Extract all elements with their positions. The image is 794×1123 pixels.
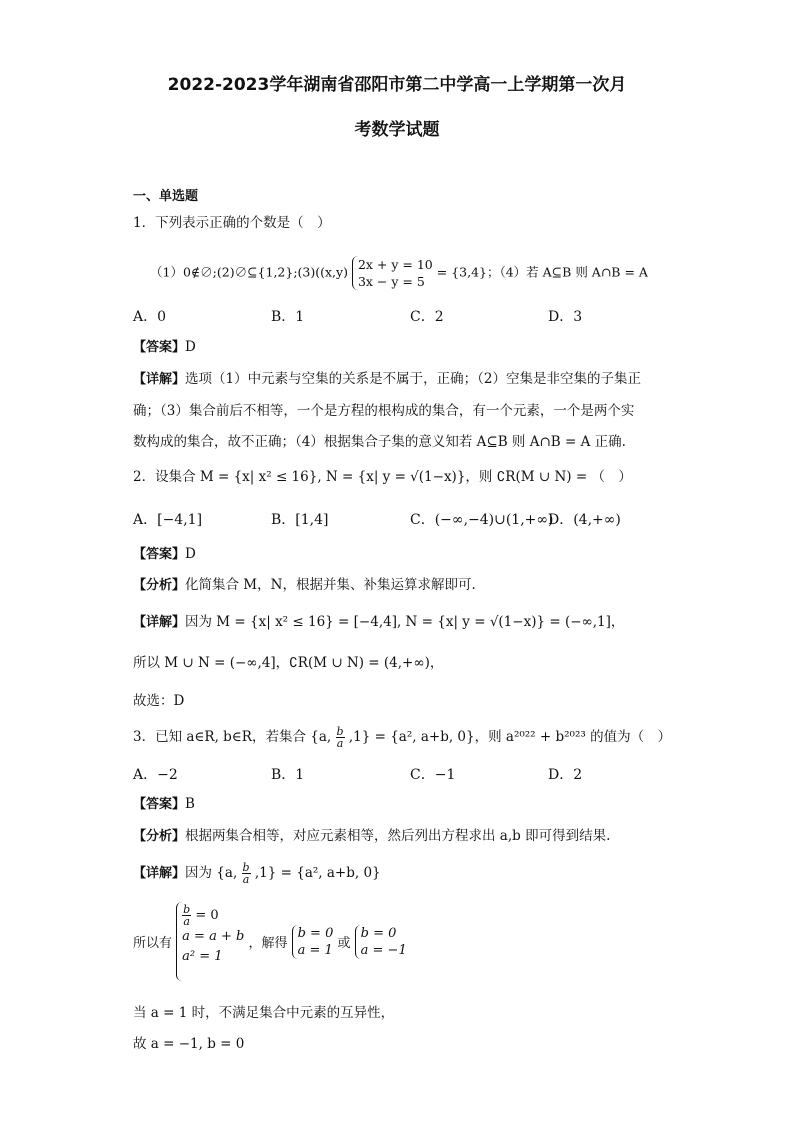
q3-or-word: 或 (337, 936, 351, 951)
q3-system2-eq1: b = 0 (297, 925, 334, 941)
q2-stem: 2．设集合 M = {x| x² ≤ 16}, N = {x| y = √(1−x)}，则 ∁R(M ∪ N) = （ ） (133, 469, 632, 485)
answer-label: 【答案】 (133, 797, 186, 812)
q3-analysis (133, 827, 610, 846)
q1-option-b: B．1 (271, 309, 305, 325)
q2-option-c: C．(−∞,−4)∪(1,+∞) (410, 512, 554, 528)
q2-option-a: A．[−4,1] (133, 512, 203, 528)
detail-label: 【详解】 (133, 866, 186, 881)
q1-detail-line2: 确；（3）集合前后不相等，一个是方程的根构成的集合，有一个元素，一个是两个实 (133, 403, 635, 419)
q2-choice: 故选：D (133, 693, 185, 709)
q1-detail-line3: 数构成的集合，故不正确；（4）根据集合子集的意义知若 A⊆B 则 A∩B = A 正确. (133, 434, 626, 450)
q3-stem-part1: 3．已知 a∈R, b∈R，若集合 {a, (133, 729, 332, 745)
q1-option-c: C．2 (410, 309, 444, 325)
q3-option-b: B．1 (271, 767, 305, 783)
q2-option-d: D．(4,+∞) (548, 512, 621, 528)
q1-statements-part2: = {3,4}；（4）若 A⊆B 则 A∩B = A (436, 264, 648, 280)
q3-detail-fraction (242, 862, 251, 885)
q3-solve-word: ，解得 (248, 936, 288, 951)
q3-detail-part1: 因为 {a, (185, 865, 238, 881)
fraction-numerator: b (183, 903, 191, 916)
q3-system1 (176, 902, 244, 981)
fraction-numerator: b (242, 861, 250, 874)
detail-label: 【详解】 (133, 615, 186, 630)
q3-system1-eq1 (182, 904, 244, 927)
answer-label: 【答案】 (133, 340, 186, 355)
q3-system3-eq1: b = 0 (360, 925, 397, 941)
q2-analysis (133, 576, 476, 595)
q3-system3-eq2: a = −1 (360, 942, 407, 958)
q1-detail-line1 (133, 370, 641, 389)
q3-system2-eq2: a = 1 (297, 942, 333, 958)
analysis-label: 【分析】 (133, 578, 186, 593)
q3-system1-eq3: a² = 1 (182, 949, 223, 964)
q2-detail (133, 613, 624, 632)
q3-conclusion: 故 a = −1, b = 0 (133, 1036, 245, 1052)
q3-stem-part2: ,1} = {a², a+b, 0}，则 a²⁰²² + b²⁰²³ 的值为（ ） (348, 729, 672, 745)
q3-answer-value: B (185, 796, 195, 812)
q3-detail (133, 862, 381, 885)
q2-option-b: B．[1,4] (271, 512, 329, 528)
q2-detail-line2: 所以 M ∪ N = (−∞,4]，∁R(M ∪ N) = (4,+∞)， (133, 655, 444, 671)
q1-answer-value: D (185, 339, 196, 355)
q2-detail-text: 因为 M = {x| x² ≤ 16} = [−4,4], N = {x| y = √(1−x)} = (−∞,1]， (185, 614, 625, 630)
exam-title-line2: 考数学试题 (354, 120, 440, 140)
section-heading: 一、单选题 (133, 189, 199, 204)
q1-statements-part1: （1）0∉∅;(2)∅⊆{1,2};(3)((x,y) (150, 264, 348, 280)
q1-equation-1: 2x + y = 10 (357, 257, 433, 272)
q1-answer (133, 338, 196, 357)
q3-analysis-text: 根据两集合相等，对应元素相等，然后列出方程求出 a,b 即可得到结果. (185, 828, 611, 844)
q3-stem-fraction (336, 726, 345, 749)
q3-solution (133, 902, 407, 981)
q3-system2 (292, 925, 334, 959)
q3-system1-eq1-rhs: = 0 (195, 908, 219, 923)
q3-option-c: C．−1 (410, 767, 456, 783)
detail-label: 【详解】 (133, 372, 186, 387)
q2-answer (133, 545, 196, 564)
q1-option-a: A．0 (133, 309, 167, 325)
q3-system1-fraction (182, 904, 191, 927)
q1-equation-system (352, 256, 433, 290)
q3-answer (133, 795, 195, 814)
q3-system1-eq2: a = a + b (182, 929, 245, 944)
q3-so-have: 所以有 (133, 936, 173, 951)
q2-analysis-text: 化简集合 M，N，根据并集、补集运算求解即可. (185, 577, 476, 593)
q3-detail-part2: ,1} = {a², a+b, 0} (254, 865, 381, 881)
q1-equation-2: 3x − y = 5 (357, 274, 425, 289)
q3-system3 (355, 925, 407, 959)
q1-statements (150, 256, 648, 290)
q2-answer-value: D (185, 546, 196, 562)
exam-title-line1: 2022-2023学年湖南省邵阳市第二中学高一上学期第一次月 (167, 75, 627, 95)
q3-case: 当 a = 1 时，不满足集合中元素的互异性， (133, 1005, 395, 1021)
answer-label: 【答案】 (133, 547, 186, 562)
q3-option-d: D．2 (548, 767, 583, 783)
q1-detail-text1: 选项（1）中元素与空集的关系是不属于，正确；（2）空集是非空集的子集正 (185, 371, 641, 387)
q1-option-d: D．3 (548, 309, 583, 325)
q3-option-a: A．−2 (133, 767, 178, 783)
q3-stem (133, 726, 671, 749)
fraction-denominator: a (242, 873, 250, 886)
fraction-denominator: a (183, 915, 190, 928)
analysis-label: 【分析】 (133, 829, 186, 844)
fraction-numerator: b (336, 725, 344, 738)
fraction-denominator: a (336, 737, 344, 750)
q1-stem: 1．下列表示正确的个数是（ ） (133, 215, 331, 231)
